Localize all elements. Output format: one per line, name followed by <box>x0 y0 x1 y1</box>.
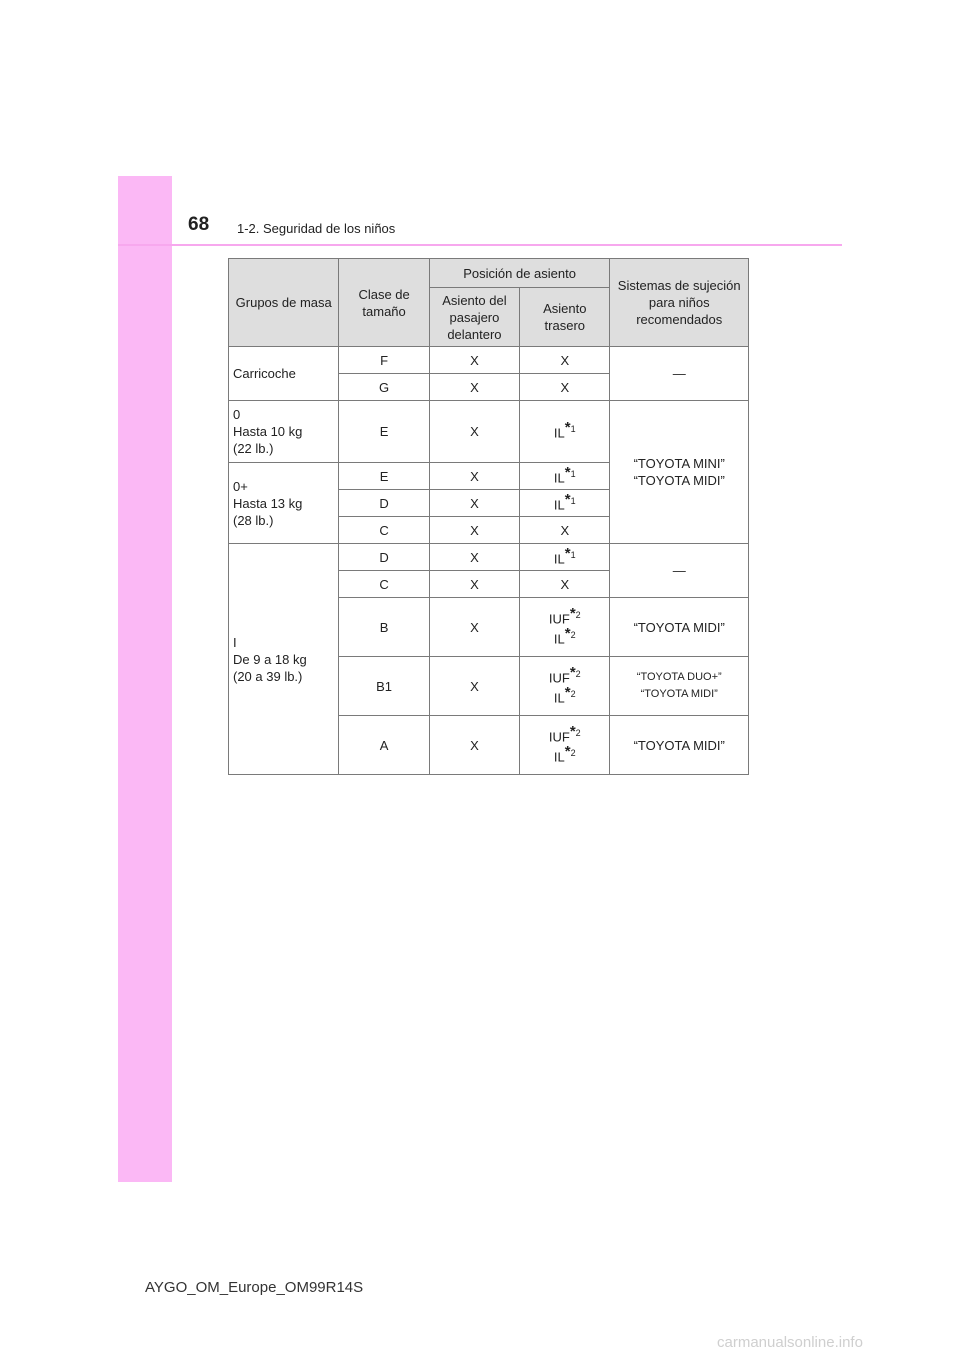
group-0-weight: Hasta 10 kg <box>233 424 303 439</box>
front-cell: X <box>429 657 519 716</box>
group-I-weight-lb: (20 a 39 lb.) <box>233 668 303 684</box>
rear-value: IL <box>553 551 565 567</box>
rear-cell <box>520 716 610 775</box>
child-restraint-table <box>228 258 749 775</box>
front-cell: X <box>429 571 519 598</box>
size-cell: E <box>339 463 429 490</box>
size-cell: D <box>339 490 429 517</box>
group-I <box>229 544 339 775</box>
footnote-star-icon: * <box>569 663 576 681</box>
footnote-star-icon: * <box>564 625 571 642</box>
front-cell: X <box>429 544 519 571</box>
group-carrycot: Carricoche <box>229 347 339 401</box>
group-0-label: 0 <box>233 407 241 422</box>
rear-line-a <box>523 722 606 745</box>
group-I-label: I <box>233 634 237 650</box>
header-rear-seat: Asiento trasero <box>520 288 610 347</box>
rear-cell <box>520 490 610 517</box>
front-cell: X <box>429 347 519 374</box>
recommended-cell: “TOYOTA MIDI” <box>610 716 749 775</box>
footnote-number: 2 <box>570 689 576 699</box>
front-cell: X <box>429 716 519 775</box>
recommended-mini: “TOYOTA MINI” <box>633 456 725 471</box>
footnote-number: 1 <box>570 549 576 560</box>
recommended-cell: “TOYOTA MIDI” <box>610 598 749 657</box>
footnote-number: 1 <box>570 468 576 479</box>
rear-value: IUF <box>548 670 570 685</box>
footnote-star-icon: * <box>564 743 571 760</box>
size-cell: C <box>339 571 429 598</box>
footnote-number: 2 <box>575 668 581 679</box>
header-recommended: Sistemas de sujeción para niños recomendados <box>610 259 749 347</box>
footnote-star-icon: * <box>564 419 571 437</box>
rear-value: IL <box>553 631 565 647</box>
rear-value: IL <box>553 690 565 706</box>
rear-cell: X <box>520 517 610 544</box>
group-0-plus-weight: Hasta 13 kg <box>233 495 303 511</box>
group-0-plus-label: 0+ <box>233 478 248 494</box>
rear-cell <box>520 598 610 657</box>
rear-line-b <box>523 686 606 706</box>
section-side-tab <box>118 176 172 1182</box>
table-row <box>229 544 749 571</box>
recommended-cell: — <box>610 544 749 598</box>
header-mass-group: Grupos de masa <box>229 259 339 347</box>
size-cell: D <box>339 544 429 571</box>
document-id: AYGO_OM_Europe_OM99R14S <box>145 1279 364 1296</box>
header-size-class: Clase de tamaño <box>339 259 429 347</box>
recommended-cell <box>610 657 749 716</box>
rear-value: IL <box>553 425 565 441</box>
rear-cell <box>520 401 610 463</box>
size-cell: B1 <box>339 657 429 716</box>
rear-value: IUF <box>548 611 570 626</box>
recommended-midi: “TOYOTA MIDI” <box>640 688 718 700</box>
page-number: 68 <box>188 214 210 235</box>
rear-cell: X <box>520 347 610 374</box>
rear-cell: X <box>520 374 610 401</box>
rear-line-b <box>523 745 606 765</box>
footnote-star-icon: * <box>569 722 576 740</box>
rear-value: IL <box>553 749 565 765</box>
header-divider <box>118 244 842 246</box>
size-cell: G <box>339 374 429 401</box>
footnote-number: 2 <box>575 609 581 620</box>
recommended-cell: — <box>610 347 749 401</box>
group-0-weight-lb: (22 lb.) <box>233 441 274 456</box>
size-cell: B <box>339 598 429 657</box>
recommended-midi: “TOYOTA MIDI” <box>633 473 725 488</box>
size-cell: F <box>339 347 429 374</box>
table-row <box>229 401 749 463</box>
rear-cell <box>520 657 610 716</box>
rear-value: IL <box>553 497 565 513</box>
footnote-number: 2 <box>570 630 576 640</box>
rear-value: IL <box>553 470 565 486</box>
recommended-duo: “TOYOTA DUO+” <box>636 671 722 683</box>
rear-line-a <box>523 663 606 686</box>
rear-line-a <box>523 604 606 627</box>
front-cell: X <box>429 490 519 517</box>
rear-cell <box>520 463 610 490</box>
front-cell: X <box>429 517 519 544</box>
size-cell: E <box>339 401 429 463</box>
watermark: carmanualsonline.info <box>717 1334 863 1351</box>
footnote-number: 1 <box>570 424 576 435</box>
section-title: 1-2. Seguridad de los niños <box>237 221 396 236</box>
footnote-star-icon: * <box>569 604 576 622</box>
rear-cell <box>520 544 610 571</box>
header-seat-position: Posición de asiento <box>429 259 610 288</box>
table-row <box>229 347 749 374</box>
group-0-plus <box>229 463 339 544</box>
rear-value: IUF <box>548 729 570 744</box>
recommended-cell <box>610 401 749 544</box>
front-cell: X <box>429 374 519 401</box>
footnote-star-icon: * <box>564 463 571 481</box>
group-0 <box>229 401 339 463</box>
group-0-plus-weight-lb: (28 lb.) <box>233 512 274 528</box>
footnote-number: 2 <box>570 748 576 758</box>
header-front-passenger: Asiento del pasajero delantero <box>429 288 519 347</box>
rear-cell: X <box>520 571 610 598</box>
front-cell: X <box>429 463 519 490</box>
front-cell: X <box>429 598 519 657</box>
rear-line-b <box>523 627 606 647</box>
group-I-weight: De 9 a 18 kg <box>233 651 307 667</box>
footnote-number: 2 <box>575 727 581 738</box>
footnote-star-icon: * <box>564 684 571 701</box>
size-cell: A <box>339 716 429 775</box>
front-cell: X <box>429 401 519 463</box>
footnote-star-icon: * <box>564 490 571 508</box>
footnote-number: 1 <box>570 495 576 506</box>
size-cell: C <box>339 517 429 544</box>
footnote-star-icon: * <box>564 544 571 562</box>
